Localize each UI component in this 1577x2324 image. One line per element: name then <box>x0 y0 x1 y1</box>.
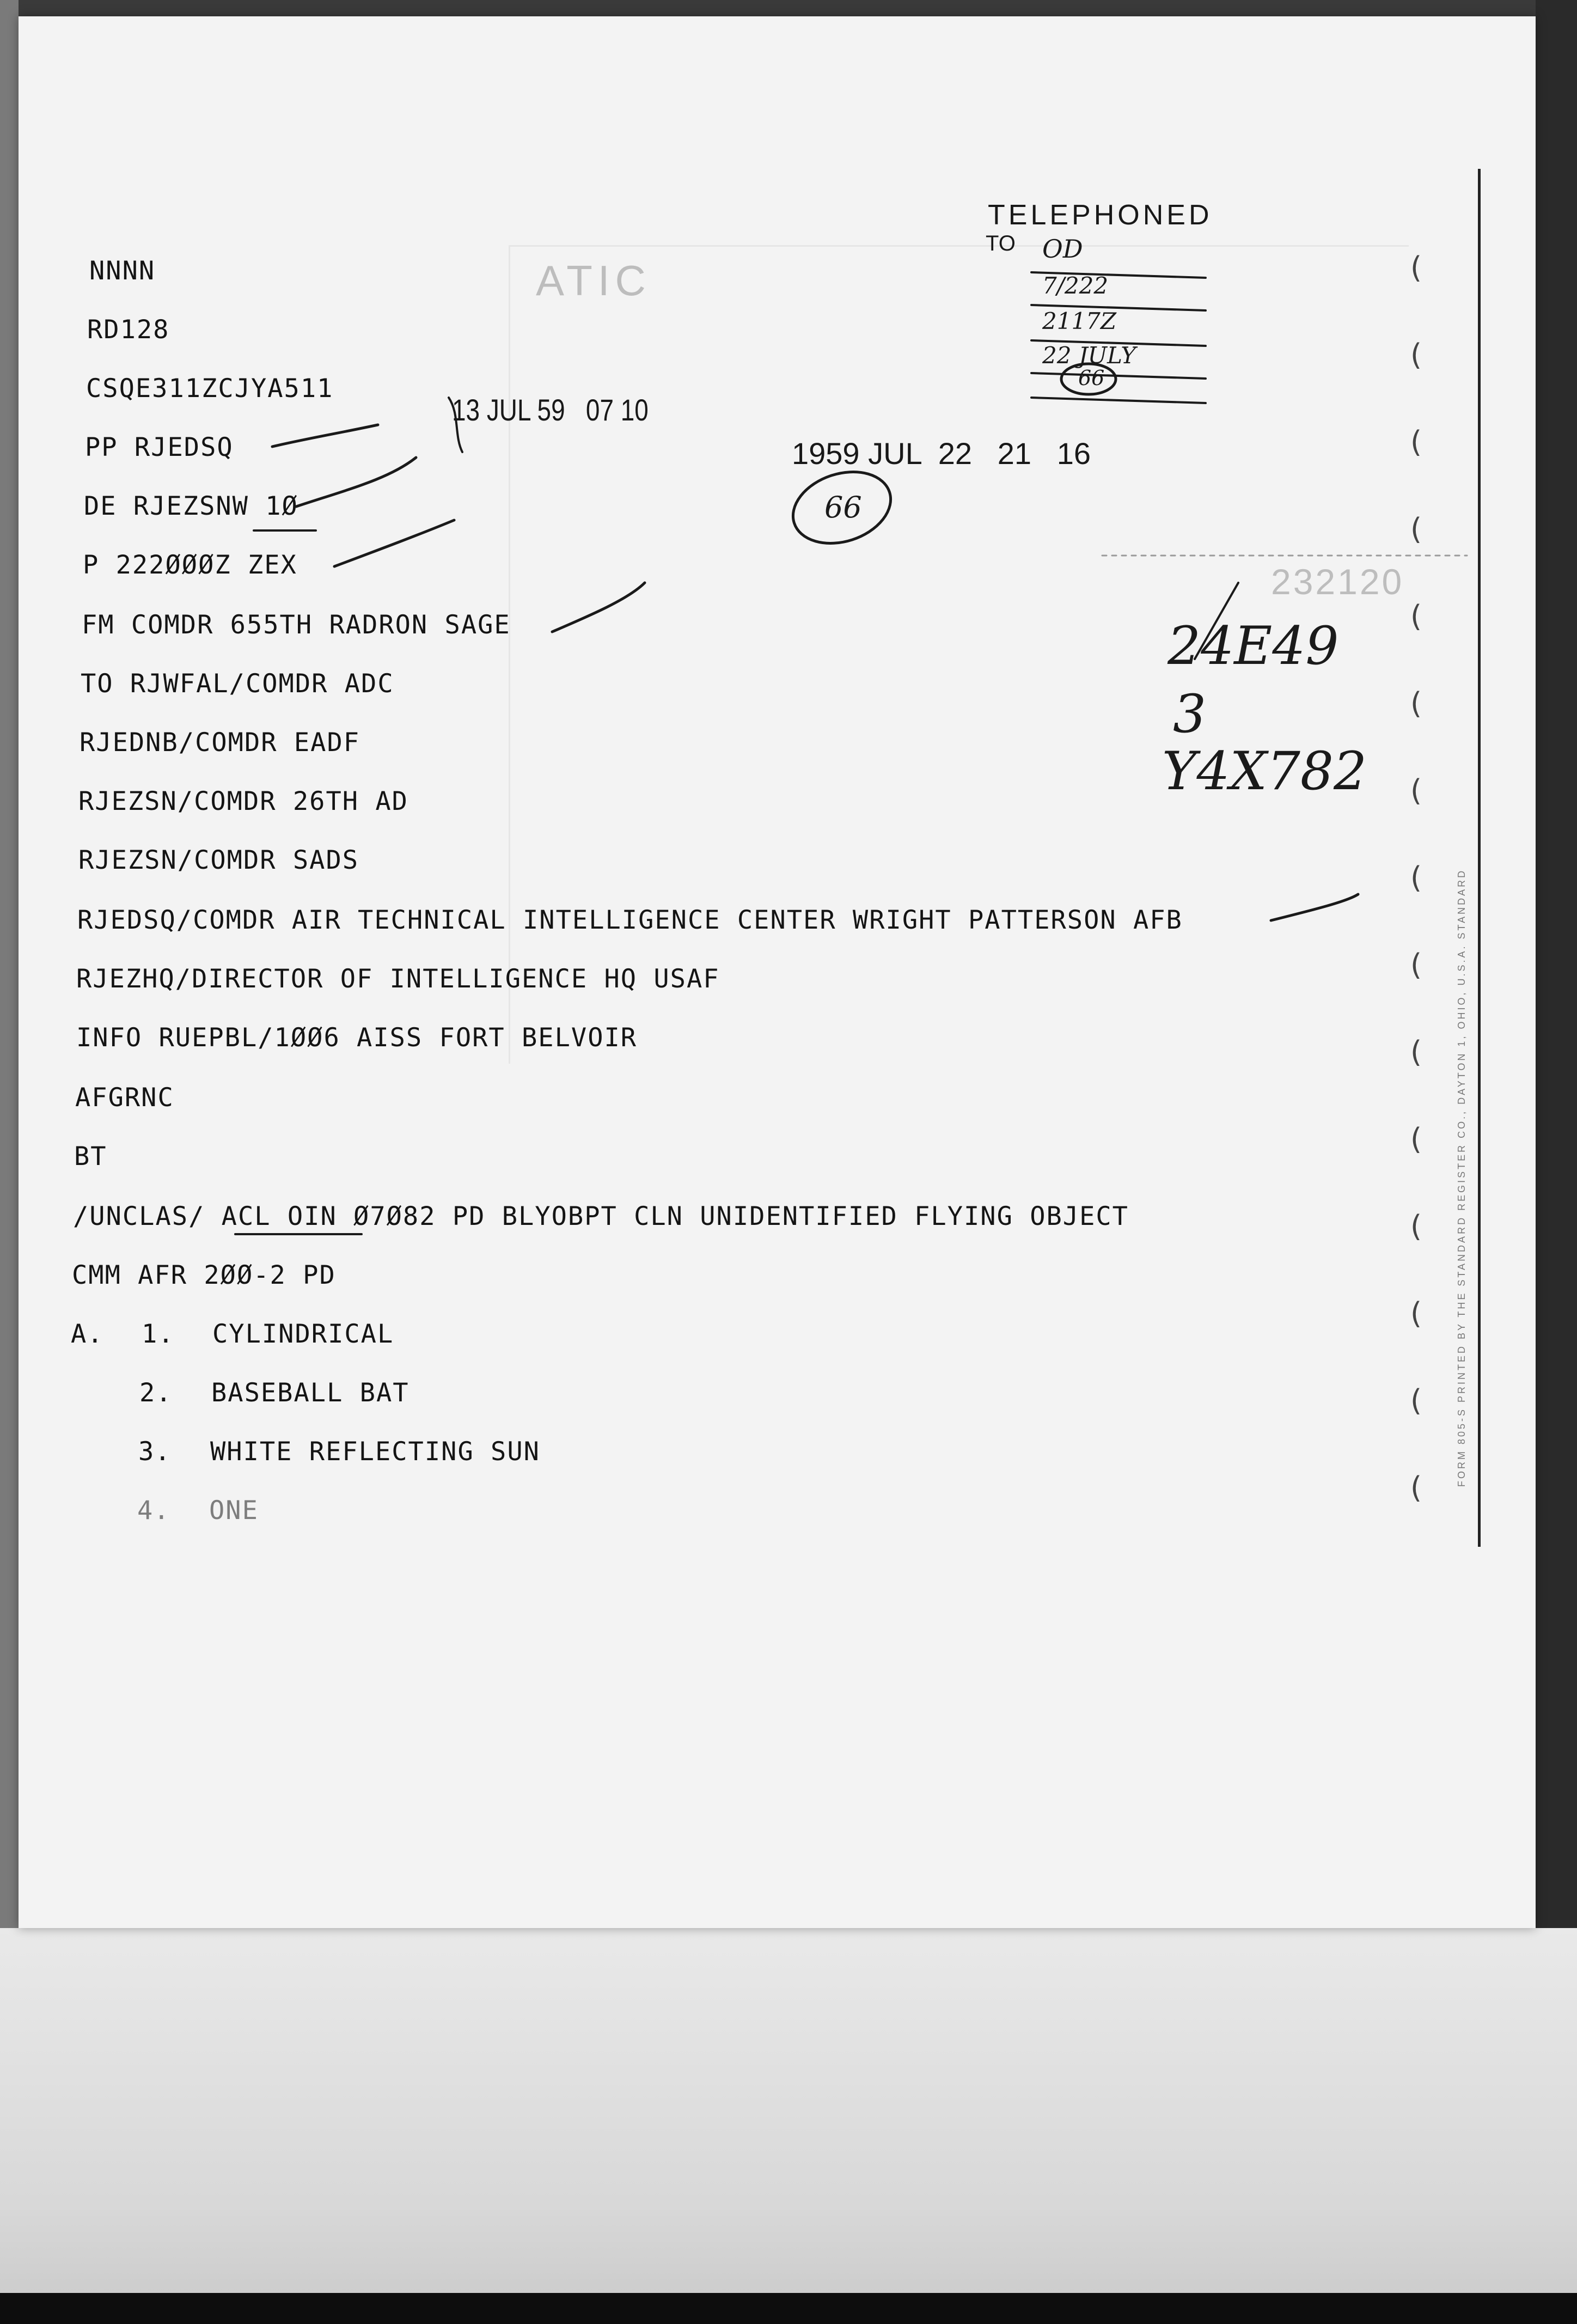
info-line: INFO RUEPBL/1ØØ6 AISS FORT BELVOIR <box>76 1023 638 1053</box>
to-line-hq-usaf: RJEZHQ/DIRECTOR OF INTELLIGENCE HQ USAF <box>76 964 720 994</box>
handwritten-tel-line: 2117Z <box>1042 308 1117 334</box>
binder-ring-mark: ( <box>1410 1383 1422 1418</box>
section-label: A. <box>71 1319 104 1349</box>
binder-ring-mark: ( <box>1410 1035 1422 1069</box>
header-code-csqe: CSQE311ZCJYA511 <box>86 374 334 404</box>
scan-bottom-band <box>0 2293 1577 2324</box>
binder-ring-mark: ( <box>1410 1471 1422 1505</box>
to-line-26th-ad: RJEZSN/COMDR 26TH AD <box>78 786 408 816</box>
to-line-adc: TO RJWFAL/COMDR ADC <box>81 669 394 699</box>
datetime-stamp: 1959 JUL 22 21 16 <box>792 436 1091 471</box>
telephoned-to-label: TO <box>986 231 1016 255</box>
handwritten-note: Y4X782 <box>1162 741 1367 802</box>
header-code-de: DE RJEZSNW 1Ø <box>84 491 298 521</box>
handwritten-tel-line: 7/222 <box>1042 272 1109 299</box>
binder-ring-mark: ( <box>1410 425 1422 459</box>
binder-ring-mark: ( <box>1410 1209 1422 1243</box>
handwritten-rule <box>1031 340 1206 346</box>
header-code-precedence: P 222ØØØZ ZEX <box>83 550 297 580</box>
item-text: CYLINDRICAL <box>212 1319 394 1349</box>
pen-marks <box>19 16 1536 1928</box>
to-line-eadf: RJEDNB/COMDR EADF <box>80 728 360 758</box>
item-number: 1. <box>142 1319 175 1349</box>
handwritten-rule <box>1031 398 1206 403</box>
received-date-stamp: 13 JUL 59 07 10 <box>452 393 649 427</box>
handwritten-tel-line: 22 JULY <box>1042 342 1136 369</box>
pen-stroke <box>449 398 462 452</box>
binder-ring-mark: ( <box>1410 599 1422 633</box>
subject-line: /UNCLAS/ ACL OIN Ø7Ø82 PD BLYOBPT CLN UNIDENTIFIED FLYING OBJECT <box>73 1201 1129 1231</box>
binder-ring-mark: ( <box>1410 1122 1422 1156</box>
pen-stroke <box>334 520 454 566</box>
handwritten-tel-circle: 66 <box>1078 366 1105 390</box>
to-line-sads: RJEZSN/COMDR SADS <box>78 845 359 875</box>
handwritten-circled-number: 66 <box>824 490 862 524</box>
binder-ring-mark: ( <box>1410 338 1422 372</box>
cmm-line: CMM AFR 2ØØ-2 PD <box>72 1260 336 1290</box>
handwritten-tel-line: OD <box>1042 234 1083 264</box>
scan-left-edge <box>0 0 19 1928</box>
faint-number-stamp: 232120 <box>1271 562 1404 602</box>
handwritten-rule <box>1031 373 1206 379</box>
scan-right-edge <box>1536 0 1577 1939</box>
teletype-message-page <box>19 16 1536 1928</box>
pen-stroke <box>1195 583 1238 659</box>
handwritten-note: 24E49 <box>1168 615 1339 676</box>
item-text: BASEBALL BAT <box>211 1378 409 1408</box>
form-side-print: FORM 805-S PRINTED BY THE STANDARD REGISTER CO., DAYTON 1, OHIO, U.S.A. STANDARD <box>1456 868 1467 1487</box>
binder-ring-mark: ( <box>1410 773 1422 808</box>
item-number: 2. <box>139 1378 173 1408</box>
from-line: FM COMDR 655TH RADRON SAGE <box>82 610 511 640</box>
item-number: 3. <box>138 1437 172 1467</box>
to-line-atic: RJEDSQ/COMDR AIR TECHNICAL INTELLIGENCE CENTER WRIGHT PATTERSON AFB <box>77 905 1183 935</box>
header-code-nnnn: NNNN <box>89 256 156 286</box>
handwritten-rule <box>1031 272 1206 278</box>
handwritten-circle <box>1061 364 1116 394</box>
routing-bt: BT <box>74 1142 107 1172</box>
binder-ring-mark: ( <box>1410 861 1422 895</box>
binder-ring-mark: ( <box>1410 251 1422 285</box>
item-number: 4. <box>137 1496 170 1526</box>
atic-stamp: ATIC <box>536 257 651 304</box>
header-code-rd: RD128 <box>87 315 170 345</box>
handwritten-circle <box>784 460 900 556</box>
underlying-page <box>0 1928 1577 2324</box>
item-text: WHITE REFLECTING SUN <box>210 1437 540 1467</box>
binder-ring-mark: ( <box>1410 948 1422 982</box>
routing-afgrnc: AFGRNC <box>75 1083 174 1113</box>
binder-ring-mark: ( <box>1410 686 1422 721</box>
telephoned-stamp: TELEPHONED <box>988 199 1213 231</box>
binder-ring-mark: ( <box>1410 512 1422 546</box>
pen-stroke <box>272 425 378 447</box>
handwritten-rule <box>1031 305 1206 310</box>
header-code-pp: PP RJEDSQ <box>85 432 234 462</box>
pen-stroke <box>296 458 416 507</box>
handwritten-note: 3 <box>1173 684 1207 745</box>
item-text: ONE <box>209 1496 259 1526</box>
binder-ring-mark: ( <box>1410 1296 1422 1331</box>
pen-stroke <box>1271 894 1358 920</box>
pen-stroke <box>552 583 645 632</box>
